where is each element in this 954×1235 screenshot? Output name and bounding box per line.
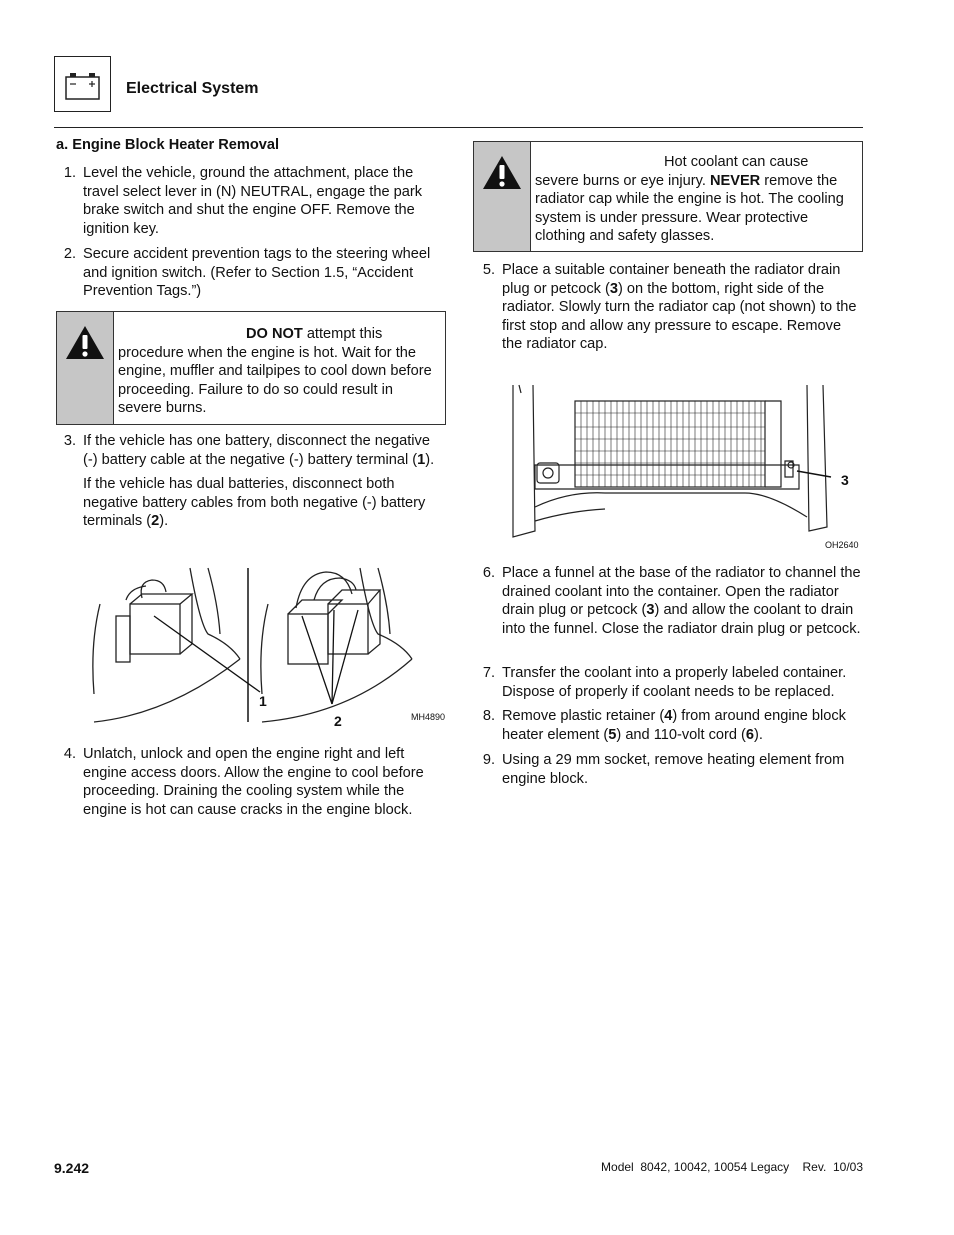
step-2 [54,245,446,301]
figure-battery-disconnect [90,564,450,732]
section-icon-box [54,56,111,112]
step-7 [473,664,863,704]
header-divider [54,127,863,128]
text-run: Place a suitable container beneath the radiator drain plug or petcock ( [502,262,841,297]
text-run: Place a funnel at the base of the radiator to channel the drained coolant into the container. Open the radiator drain plug or petcock ( [502,565,861,619]
text-run: ) on the bottom, right side of the radiator. Slowly turn the radiator cap (not shown) to the first stop and allow any pressure to escape. Remove the radiator cap. [502,280,857,353]
step-3-paragraph-1 [83,432,445,469]
warning-bold: NEVER [709,172,761,189]
step-text: Unlatch, unlock and open the engine right and left engine access doors. Allow the engine to cool before proceeding. Draining the cooling system while the engine is hot can cause cracks in the engine block. [83,746,424,818]
callout-ref: 4 [664,708,673,724]
text-run: severe burns or eye injury. [535,172,710,189]
warning-sidebar [474,142,531,251]
step-text: Using a 29 mm socket, remove heating element from engine block. [502,752,845,787]
figure-code: OH2640 [825,540,859,550]
section-title: Electrical System [126,80,259,97]
warning-box-hot-engine [56,311,446,425]
step-9 [473,751,863,791]
step-3-paragraph-2 [83,475,445,531]
callout-label-3: 3 [841,472,849,488]
step-text: Level the vehicle, ground the attachment, place the travel select lever in (N) NEUTRAL, engage the park brake switch and shut the engine OFF. Remove the ignition key. [83,165,423,237]
step-8 [473,707,863,747]
warning-box-hot-coolant [473,141,863,252]
warning-text [535,153,856,246]
callout-ref: 6 [745,726,755,743]
step-number: 5. [482,262,495,278]
step-text: Secure accident prevention tags to the steering wheel and ignition switch. (Refer to Section 1.5, “Accident Prevention Tags.”) [83,246,431,300]
text-run: ). [754,726,763,743]
step-6 [473,564,863,658]
step-text: Transfer the coolant into a properly labeled container. Dispose of properly if coolant needs to be replaced. [502,665,847,700]
step-number: 1. [63,165,76,181]
text-run: ) from around engine block heater element ( [502,708,846,743]
step-4 [54,745,446,821]
step-text [502,261,862,354]
model-revision: Model 8042, 10042, 10054 Legacy Rev. 10/03 [601,1160,863,1174]
callout-ref: 1 [417,451,426,468]
figure-radiator-petcock [509,381,865,551]
step-number: 4. [63,746,76,762]
warning-sidebar [57,312,114,424]
text-run: ) and 110-volt cord ( [616,726,746,743]
callout-ref: 3 [646,602,655,619]
warning-line-1: Hot coolant can cause [664,154,809,170]
callout-ref: 2 [151,513,160,530]
callout-ref: 3 [609,280,619,297]
callout-label-1: 1 [259,693,267,709]
step-text [502,564,862,638]
text-run: If the vehicle has one battery, disconnect the negative (-) battery cable at the negative (-) battery terminal ( [83,433,430,468]
warning-exclamation-icon [482,154,522,190]
callout-ref: 5 [608,726,617,743]
figure-code: MH4890 [411,712,446,722]
text-run: Remove plastic retainer ( [502,708,665,724]
step-number: 6. [482,565,495,581]
step-text [502,707,862,744]
step-number: 8. [482,708,495,724]
warning-bold: DO NOT [246,326,303,342]
warning-text [118,325,439,418]
step-5 [473,261,863,357]
page-number: 9.242 [54,1160,90,1176]
warning-line-rest [535,172,856,246]
text-run: If the vehicle has dual batteries, disconnect both negative battery cables from both negative (-) battery terminals ( [83,476,426,530]
callout-label-2: 2 [334,713,342,729]
callout-leader-lines [90,564,450,732]
radiator-illustration [509,381,865,551]
battery-icon [55,57,109,110]
step-text [83,432,445,531]
text-run: ) and allow the coolant to drain into the funnel. Close the radiator drain plug or petcock. [502,602,861,637]
step-number: 9. [482,752,495,768]
step-number: 7. [482,665,495,681]
subsection-heading: a. Engine Block Heater Removal [56,137,280,153]
step-number: 3. [63,433,76,449]
warning-text-first: attempt this [302,326,383,342]
text-run: ). [159,513,169,530]
warning-exclamation-icon [65,324,105,360]
text-run: ). [425,451,435,468]
step-1 [54,164,446,238]
text-run: remove the radiator cap while the engine is hot. The cooling system is under pressure. Wear protective clothing and safety glasses. [535,172,844,245]
step-number: 2. [63,246,76,262]
warning-text-rest: procedure when the engine is hot. Wait for the engine, muffler and tailpipes to cool down before proceeding. Failure to do so could result in severe burns. [118,344,432,417]
step-3 [54,432,446,552]
